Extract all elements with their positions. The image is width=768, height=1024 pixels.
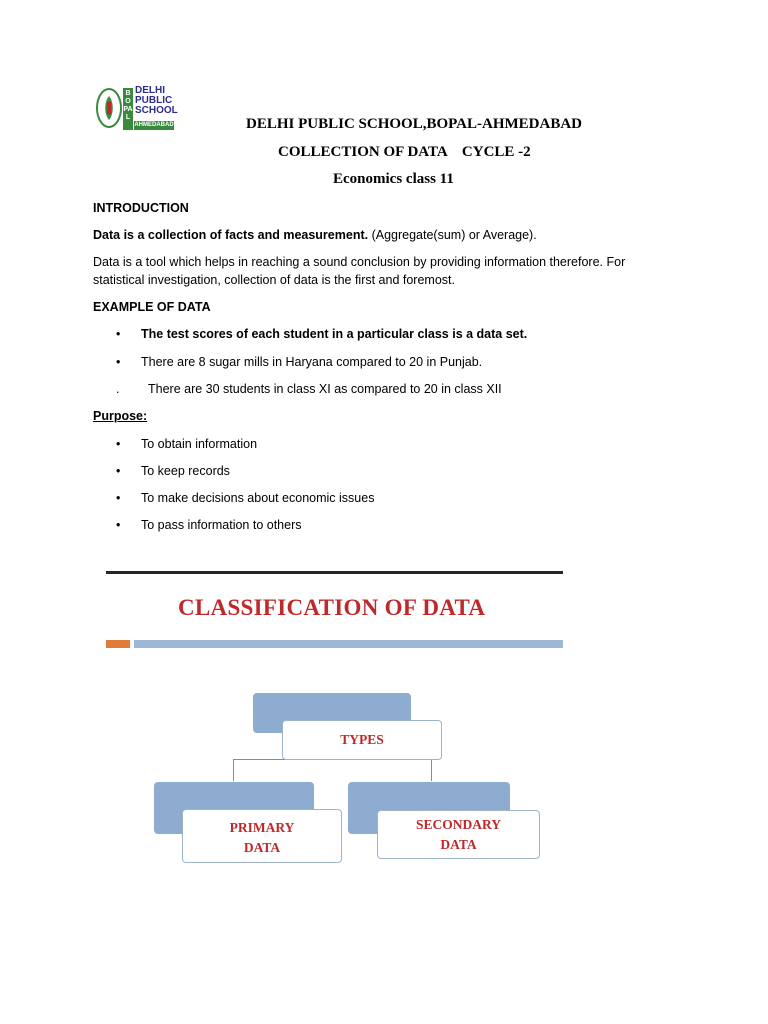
bullet-mark: • [116,355,121,369]
document-title: COLLECTION OF DATA CYCLE -2 [278,144,531,160]
bullet-mark: • [116,518,121,532]
bullet-mark: • [116,327,121,341]
definition-rest: (Aggregate(sum) or Average). [368,228,537,242]
primary-data-node [182,809,342,863]
tool-paragraph-line: Data is a tool which helps in reaching a sound conclusion by providing information therefore. For [93,255,626,269]
slide-accent-bar [106,640,130,648]
bullet-mark: • [116,437,121,451]
logo-city: AHMEDABAD [134,122,174,128]
primary-node-label: PRIMARY [229,820,295,835]
types-node [282,720,442,760]
list-item-text: To obtain information [141,437,258,451]
school-logo [96,86,176,132]
bullet-mark: • [116,464,121,478]
school-emblem-icon [96,86,122,130]
secondary-node-label: DATA [440,837,477,852]
examples-heading: EXAMPLE OF DATA [93,300,211,314]
introduction-heading: INTRODUCTION [93,201,189,215]
slide-top-rule [106,571,563,574]
subject-title: Economics class 11 [333,171,454,187]
logo-vertical-text: BOPAL [123,90,133,121]
diagram-connector [431,759,432,781]
list-item-text: To make decisions about economic issues [141,491,375,505]
types-node-label: TYPES [340,732,384,747]
logo-name-line: SCHOOL [135,105,178,116]
secondary-node-label: SECONDARY [415,817,502,832]
logo-school-name [135,86,178,116]
slide-title: CLASSIFICATION OF DATA [178,595,486,620]
list-item-text: The test scores of each student in a particular class is a data set. [141,327,528,341]
list-item-text: There are 30 students in class XI as compared to 20 in class XII [148,382,502,396]
definition-line [93,226,537,245]
secondary-data-node [377,810,540,859]
bullet-mark: . [116,382,120,396]
school-title: DELHI PUBLIC SCHOOL,BOPAL-AHMEDABAD [246,116,583,132]
primary-node-label: DATA [243,840,281,855]
list-item-text: To keep records [141,464,230,478]
tool-paragraph-line: statistical investigation, collection of data is the first and foremost. [93,273,455,287]
list-item-text: There are 8 sugar mills in Haryana compared to 20 in Punjab. [141,355,483,369]
logo-name-line: PUBLIC [135,95,173,106]
classification-slide [106,571,564,881]
logo-name-line: DELHI [135,85,165,96]
bullet-mark: • [116,491,121,505]
list-item-text: To pass information to others [141,518,302,532]
definition-bold: Data is a collection of facts and measurement. [93,228,369,242]
slide-rule-bar [134,640,563,648]
diagram-connector [233,759,234,781]
purpose-heading: Purpose: [93,409,148,423]
